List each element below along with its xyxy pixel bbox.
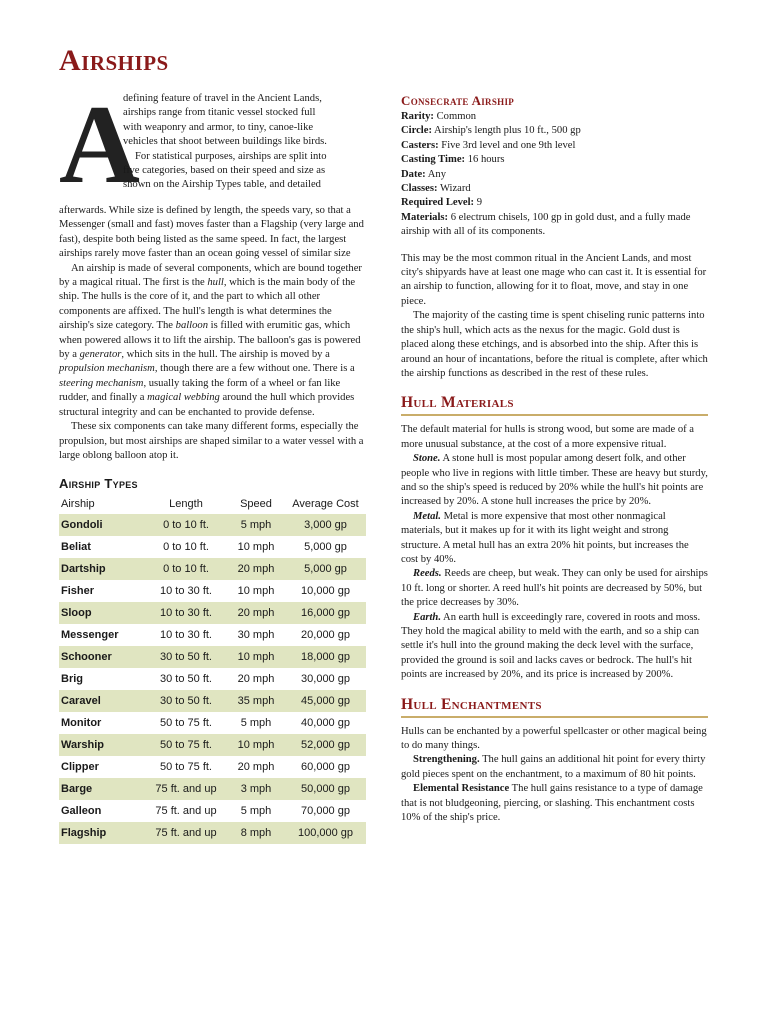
table-cell: Galleon <box>61 805 102 818</box>
hull-material-item <box>401 611 708 683</box>
table-row <box>59 734 366 756</box>
table-cell: 18,000 gp <box>285 646 366 668</box>
table-cell: 70,000 gp <box>301 805 350 818</box>
right-column <box>401 92 708 825</box>
hull-enchantment-item <box>401 753 708 782</box>
table-cell: 10 mph <box>237 541 275 554</box>
table-row <box>59 536 366 558</box>
table-cell: 60,000 gp <box>301 761 350 774</box>
hull-enchantments-intro: Hulls can be enchanted by a powerful spellcaster or other magical being to do many things. <box>401 725 707 752</box>
table-cell: 5 mph <box>227 514 285 536</box>
table-header: Average Cost <box>292 497 359 510</box>
table-row <box>59 514 366 536</box>
hull-material-name: Metal. <box>413 510 441 522</box>
table-cell: 20,000 gp <box>301 629 350 642</box>
ritual-field <box>401 196 708 210</box>
table-cell: 5,000 gp <box>285 558 366 580</box>
ritual-field-label: Circle: <box>401 125 432 137</box>
intro-line: shown on the Airship Types table, and detailed <box>123 179 321 191</box>
table-title: Airship Types <box>59 476 138 492</box>
table-cell: 10 to 30 ft. <box>160 629 212 642</box>
ritual-field-label: Rarity: <box>401 111 434 122</box>
ritual-field <box>401 110 708 124</box>
table-cell: Beliat <box>61 541 91 554</box>
table-cell: 10 mph <box>227 734 285 756</box>
table-cell: Brig <box>61 673 83 686</box>
hull-material-text: Reeds are cheep, but weak. They can only be used for airships 10 ft. long or shorter. A reed hull's hit points are decreased by 50%, but the price decreases by 30%. <box>401 568 708 609</box>
table-cell: 75 ft. and up <box>145 778 227 800</box>
table-row <box>59 668 366 690</box>
hull-enchantments-heading: Hull Enchantments <box>401 695 708 718</box>
ritual-field-label: Materials: <box>401 211 449 223</box>
table-cell: 50 to 75 ft. <box>160 761 212 774</box>
ritual-field-value: Any <box>425 168 447 180</box>
ritual-field-value: 16 hours <box>465 154 505 166</box>
ritual-field-value: 9 <box>474 197 483 209</box>
ritual-title: Consecrate Airship <box>401 93 515 108</box>
hull-material-text: Metal is more expensive that most other nonmagical materials, but it makes up for it with its light weight and strong structure. A metal hull has an extra 20% hit points, but increases the cost by 40%. <box>401 510 689 565</box>
table-row <box>59 580 366 602</box>
table-row <box>59 778 366 800</box>
ritual-field-value: Five 3rd level and one 9th level <box>438 139 576 151</box>
hull-material-name: Reeds. <box>413 568 442 580</box>
ritual-field <box>401 153 708 167</box>
ritual-field-label: Required Level: <box>401 197 475 209</box>
ritual-field-label: Date: <box>401 168 426 180</box>
ritual-paragraph: The majority of the casting time is spent chiseling runic patterns into the ship's hull, which acts as the nexus for the magic. Gold dust is placed along these etchings, and is absorbed into the ship. After this is around an hour of incantations, before the ritual is complete, after which the airship functions as described in the rest of these rules. <box>401 310 708 379</box>
table-cell: Schooner <box>59 646 145 668</box>
hull-enchantment-text: The hull gains an additional hit point for every thirty gold pieces spent on the enchantment, to a maximum of 80 hit points. <box>401 754 706 780</box>
page-title: Airships <box>59 44 169 77</box>
table-cell: 30 to 50 ft. <box>145 690 227 712</box>
left-column <box>59 83 366 844</box>
table-row <box>59 624 366 646</box>
ritual-field-label: Casters: <box>401 139 439 151</box>
table-cell: 35 mph <box>227 690 285 712</box>
hull-material-text: A stone hull is most popular among desert folk, and other people who live in regions with little timber. These are heavy but sturdy, and so the ship's speed is reduced by 20% while the hull's hit points are increased by 20%. A stone hull increases the price by 20%. <box>401 453 708 508</box>
ritual-field-label: Classes: <box>401 183 438 195</box>
table-cell: Fisher <box>61 585 95 598</box>
intro-line: For statistical purposes, airships are split into <box>135 150 327 162</box>
table-header: Airship <box>61 497 95 510</box>
table-cell: 3,000 gp <box>285 514 366 536</box>
table-row <box>59 712 366 734</box>
table-cell: 50 to 75 ft. <box>160 717 212 730</box>
table-header: Speed <box>240 497 272 510</box>
table-cell: 10 mph <box>237 585 275 598</box>
table-cell: Clipper <box>61 761 99 774</box>
airship-types-table <box>59 493 366 844</box>
table-cell: 5 mph <box>240 805 272 818</box>
hull-enchantments-list <box>401 753 708 825</box>
table-cell: 0 to 10 ft. <box>163 541 209 554</box>
table-cell: 20 mph <box>237 673 275 686</box>
table-cell: 50,000 gp <box>285 778 366 800</box>
term-balloon: balloon <box>175 320 209 332</box>
ritual-field <box>401 168 708 182</box>
table-cell: Caravel <box>59 690 145 712</box>
table-cell: Sloop <box>59 602 145 624</box>
table-cell: 30,000 gp <box>301 673 350 686</box>
drop-cap: A <box>59 83 140 207</box>
table-cell: 100,000 gp <box>285 822 366 844</box>
table-cell: 20 mph <box>237 761 275 774</box>
table-cell: Barge <box>59 778 145 800</box>
table-header-row <box>59 493 366 514</box>
table-row <box>59 602 366 624</box>
table-cell: Warship <box>59 734 145 756</box>
table-cell: 3 mph <box>227 778 285 800</box>
table-cell: 30 to 50 ft. <box>160 673 212 686</box>
ritual-field-value: 6 electrum chisels, 100 gp in gold dust, and a fully made airship with all of its components. <box>401 211 691 238</box>
table-row <box>59 690 366 712</box>
table-cell: 5 mph <box>240 717 272 730</box>
table-cell: 16,000 gp <box>285 602 366 624</box>
intro-line: five categories, based on their speed and size as <box>123 165 326 177</box>
table-cell: Dartship <box>59 558 145 580</box>
table-cell: 30 mph <box>237 629 275 642</box>
hull-enchantment-name: Elemental Resistance <box>413 783 510 795</box>
hull-enchantment-text: The hull gains resistance to a type of damage that is not bludgeoning, piercing, or slashing. This enchantment costs 10% of the ship's price. <box>401 783 703 824</box>
table-cell: 20 mph <box>227 558 285 580</box>
table-cell: 75 ft. and up <box>145 822 227 844</box>
table-header: Length <box>169 497 203 510</box>
ritual-field <box>401 211 708 240</box>
hull-enchantment-name: Strengthening. <box>413 754 480 766</box>
intro-line: defining feature of travel in the Ancient Lands, <box>123 93 322 104</box>
ritual-field-value: Common <box>433 111 477 122</box>
table-row <box>59 800 366 822</box>
hull-material-text: An earth hull is exceedingly rare, covered in roots and moss. They hold the magical ability to meld with the earth, and so a ship can settle it's hull into the ground making the deck level with the surface, provided the ground is soil and lacks caves or bedrock. The hull's hit points are increased by 20%, and its price is increased by 200%. <box>401 611 701 681</box>
ritual-paragraph: This may be the most common ritual in the Ancient Lands, and most city's shipyards have at least one mage who can cast it. It is essential for an airship to function, allowing for it to float, move, and stay in one piece. <box>401 252 707 307</box>
table-cell: Gondoli <box>59 514 145 536</box>
table-cell: 20 mph <box>227 602 285 624</box>
intro-line: airships range from titanic vessel stocked full <box>123 107 316 119</box>
table-cell: 0 to 10 ft. <box>145 514 227 536</box>
table-cell: Messenger <box>61 629 119 642</box>
ritual-field-label: Casting Time: <box>401 154 466 166</box>
hull-materials-list <box>401 452 708 683</box>
hull-material-name: Stone. <box>413 453 441 465</box>
table-cell: 30 to 50 ft. <box>145 646 227 668</box>
ritual-fields <box>401 110 708 240</box>
table-cell: 10 to 30 ft. <box>160 585 212 598</box>
table-row <box>59 558 366 580</box>
ritual-field <box>401 139 708 153</box>
table-cell: 40,000 gp <box>301 717 350 730</box>
table-cell: 52,000 gp <box>285 734 366 756</box>
table-cell: 10 to 30 ft. <box>145 602 227 624</box>
term-steering: steering mechanism <box>59 377 144 389</box>
hull-material-item <box>401 510 708 568</box>
ritual-field <box>401 124 708 138</box>
table-cell: 50 to 75 ft. <box>145 734 227 756</box>
intro-line: with weaponry and armor, to tiny, canoe-like <box>123 121 314 133</box>
hull-material-name: Earth. <box>413 611 441 623</box>
table-row <box>59 756 366 778</box>
hull-material-item <box>401 452 708 510</box>
hull-material-item <box>401 567 708 610</box>
term-propulsion: propulsion mechanism <box>59 363 155 375</box>
ritual-field-value: Airship's length plus 10 ft., 500 gp <box>431 125 581 137</box>
intro-paragraph: afterwards. While size is defined by length, the speeds vary, so that a Messenger (small and fast) moves faster than a Flagship (very large and fast), despite both being listed as the same speed. In fact, the largest airships rarely move faster than an ocean going vessel of similar size <box>59 205 364 260</box>
table-row <box>59 822 366 844</box>
hull-materials-intro: The default material for hulls is strong wood, but some are made of a more unusual substance, at the cost of a more expensive ritual. <box>401 424 695 450</box>
table-row <box>59 646 366 668</box>
table-cell: 5,000 gp <box>304 541 347 554</box>
table-cell: 8 mph <box>227 822 285 844</box>
term-hull: hull <box>207 277 224 289</box>
term-webbing: magical webbing <box>147 392 220 404</box>
table-cell: 45,000 gp <box>285 690 366 712</box>
hull-materials-heading: Hull Materials <box>401 393 708 416</box>
term-generator: generator <box>79 349 122 361</box>
components-paragraph: An airship is made of several components, which are bound together by a magical ritual. The first is the hull, which is the main body of the ship. The hulls is the core of it, and the part to which all other components are affixed. The hull's length is what determines the airship's size category. The balloon is filled with erumitic gas, which when powered allows it to lift the airship. The balloon's gas is powered by a generator, which sits in the hull. The airship is moved by a propulsion mechanism, though there are a few without one. There is a steering mechanism, usually taking the form of a wheel or fan like rudder, and finally a magical webbing around the hull which provides structural integrity and can be enchanted to provide defense. <box>59 262 362 418</box>
ritual-field <box>401 182 708 196</box>
table-cell: Monitor <box>61 717 102 730</box>
forms-paragraph: These six components can take many different forms, especially the propulsion, but most airships are shaped similar to a water vessel with a large oblong balloon atop it. <box>59 421 364 461</box>
hull-enchantment-item <box>401 782 708 825</box>
table-cell: 75 ft. and up <box>155 805 217 818</box>
table-cell: 10,000 gp <box>301 585 350 598</box>
table-cell: 10 mph <box>227 646 285 668</box>
table-cell: Flagship <box>59 822 145 844</box>
ritual-field-value: Wizard <box>437 183 471 195</box>
intro-line: vehicles that shoot between buildings like birds. <box>123 136 327 148</box>
table-cell: 0 to 10 ft. <box>145 558 227 580</box>
